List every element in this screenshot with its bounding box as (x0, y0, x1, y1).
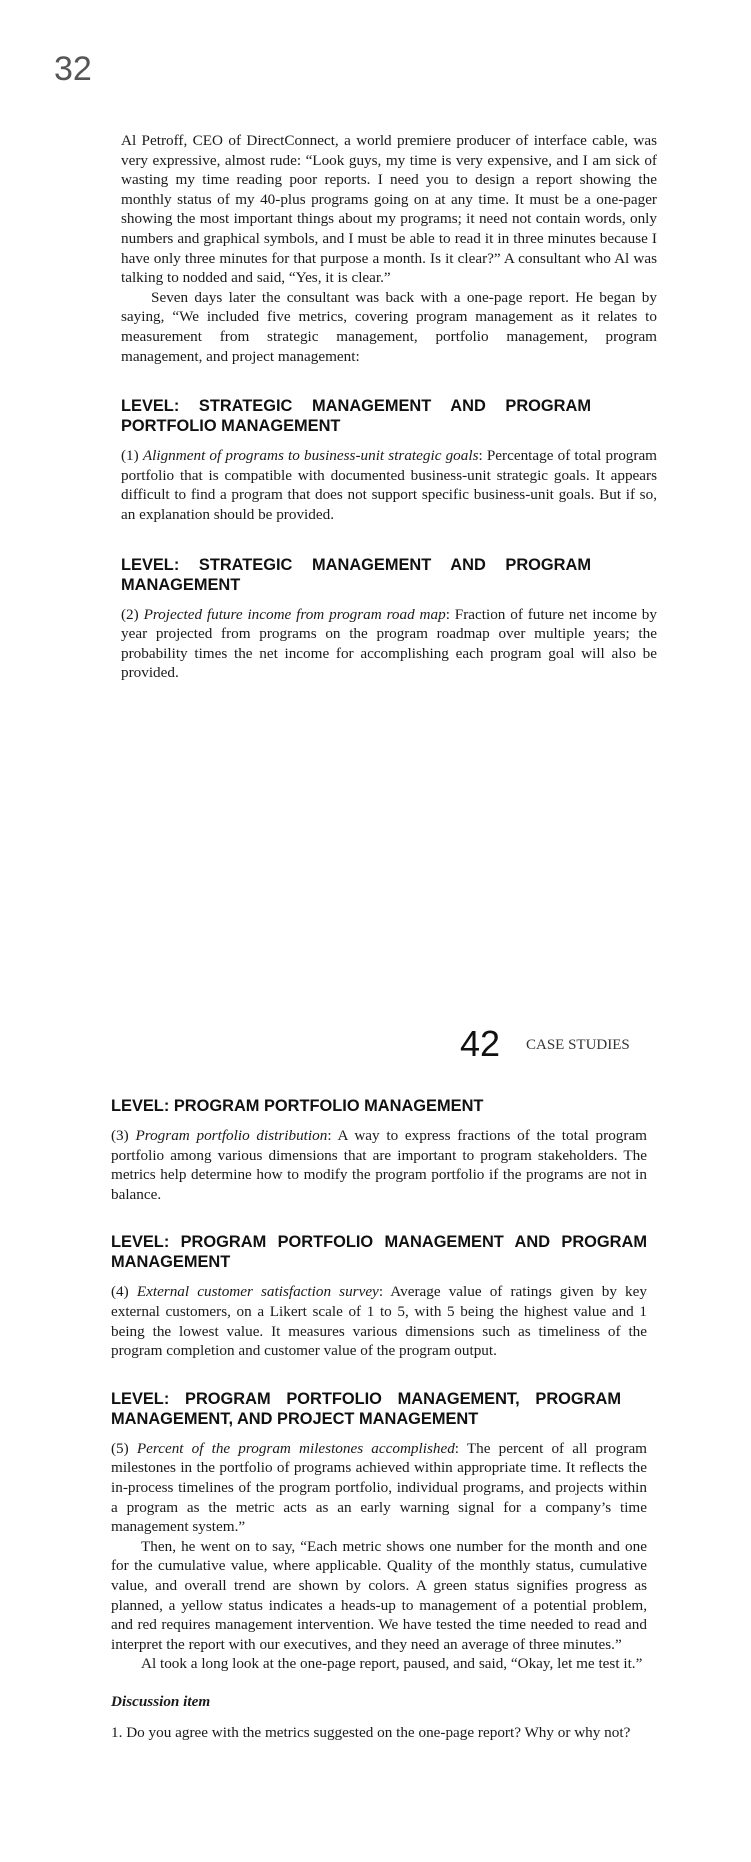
page-number-running-head: 42 (460, 1023, 501, 1064)
discussion-heading-text: Discussion item (111, 1692, 211, 1710)
closing-paragraph: Al took a long look at the one-page report, paused, and said, “Okay, let me test it.” (141, 1655, 643, 1673)
metric-4-number: (4) (111, 1283, 137, 1301)
intro-paragraph: Al Petroff, CEO of DirectConnect, a world premiere producer of interface cable, was very expressive, almost rude: “Look guys, my time is very expensive, and I am sick of wasting my time reading poor reports. I need you to design a report showing the monthly status of my 40-plus programs going on at any time. It must be a one-pager showing the most important things about my programs; it need not contain words, only numbers and graphical symbols, and I must be able to read it in three minutes because I have only three minutes for that purpose a month. Is it clear?” A consultant who Al was talking to nodded and said, “Yes, it is clear.” (121, 132, 657, 287)
level-heading-1: LEVEL: STRATEGIC MANAGEMENT AND PROGRAM PORTFOLIO MANAGEMENT (121, 397, 591, 436)
metric-1-text: : Percentage of total program portfolio that is compatible with documented business-unit strategic goals. It appears difficult to find a program that does not support specific business-unit goals. But if so, an explanation should be provided. (121, 447, 657, 523)
level-heading-2: LEVEL: STRATEGIC MANAGEMENT AND PROGRAM MANAGEMENT (121, 555, 591, 594)
metric-5-title: Percent of the program milestones accomplished (136, 1439, 455, 1457)
metric-2-number: (2) (121, 605, 144, 623)
metric-2-text: : Fraction of future net income by year projected from programs on the program roadmap over multiple years; the probability times the net income for accomplishing each program goal will also be provided. (121, 605, 657, 682)
status-colors-paragraph: Then, he went on to say, “Each metric shows one number for the month and one for the cumulative value, where applicable. Quality of the monthly status, cumulative value, and overall trend are shown by colors. A green status signifies progress as planned, a yellow status indicates a heads-up to management of a potential problem, and red requires management intervention. We have tested the time needed to read and interpret the report with our executives, and they need an average of three minutes.” (111, 1537, 647, 1653)
level-heading-3: LEVEL: PROGRAM PORTFOLIO MANAGEMENT (111, 1097, 484, 1115)
metric-4-text: : Average value of ratings given by key external customers, on a Likert scale of 1 to 5, with 5 being the highest value and 1 being the lowest value. It measures various dimensions such as timeliness of the program completion and customer value of the program output. (111, 1283, 647, 1360)
discussion-heading (111, 1692, 647, 1712)
running-head-label: CASE STUDIES (526, 1037, 630, 1053)
metric-2-title: Projected future income from program road map (143, 605, 446, 623)
metric-5-number: (5) (111, 1439, 137, 1457)
metric-3 (111, 1126, 647, 1204)
consultant-paragraph: Seven days later the consultant was back with a one-page report. He began by saying, “We included five metrics, covering program management as it relates to measurement from strategic management, portfolio management, program management, and project management: (121, 288, 657, 365)
metric-4-title: External customer satisfaction survey (136, 1283, 379, 1301)
bottom-section (111, 1096, 647, 1743)
top-section (121, 131, 657, 683)
discussion-item: 1. Do you agree with the metrics suggested on the one-page report? Why or why not? (111, 1724, 631, 1742)
metric-5-text: : The percent of all program milestones in the portfolio of programs achieved within appropriate time. It reflects the in-process timelines of the program portfolio, individual programs, and projects within a program as the metric acts as an early warning signal for a company’s time management system.” (111, 1439, 647, 1536)
metric-1 (121, 446, 657, 524)
level-heading-4: LEVEL: PROGRAM PORTFOLIO MANAGEMENT AND PROGRAM MANAGEMENT (111, 1233, 647, 1272)
running-head (460, 1024, 640, 1064)
metric-3-text: : A way to express fractions of the total program portfolio among various dimensions that are important to program stakeholders. The metrics help determine how to modify the program portfolio if the programs are not in balance. (111, 1127, 647, 1203)
metric-5 (111, 1439, 647, 1537)
level-heading-5: LEVEL: PROGRAM PORTFOLIO MANAGEMENT, PROGRAM MANAGEMENT, AND PROJECT MANAGEMENT (111, 1389, 621, 1428)
page-number-top: 32 (54, 50, 92, 88)
metric-1-title: Alignment of programs to business-unit strategic goals (142, 447, 479, 465)
metric-2 (121, 605, 657, 683)
metric-4 (111, 1282, 647, 1360)
metric-1-number: (1) (121, 447, 143, 465)
metric-3-title: Program portfolio distribution (135, 1127, 328, 1144)
metric-3-number: (3) (111, 1127, 136, 1144)
